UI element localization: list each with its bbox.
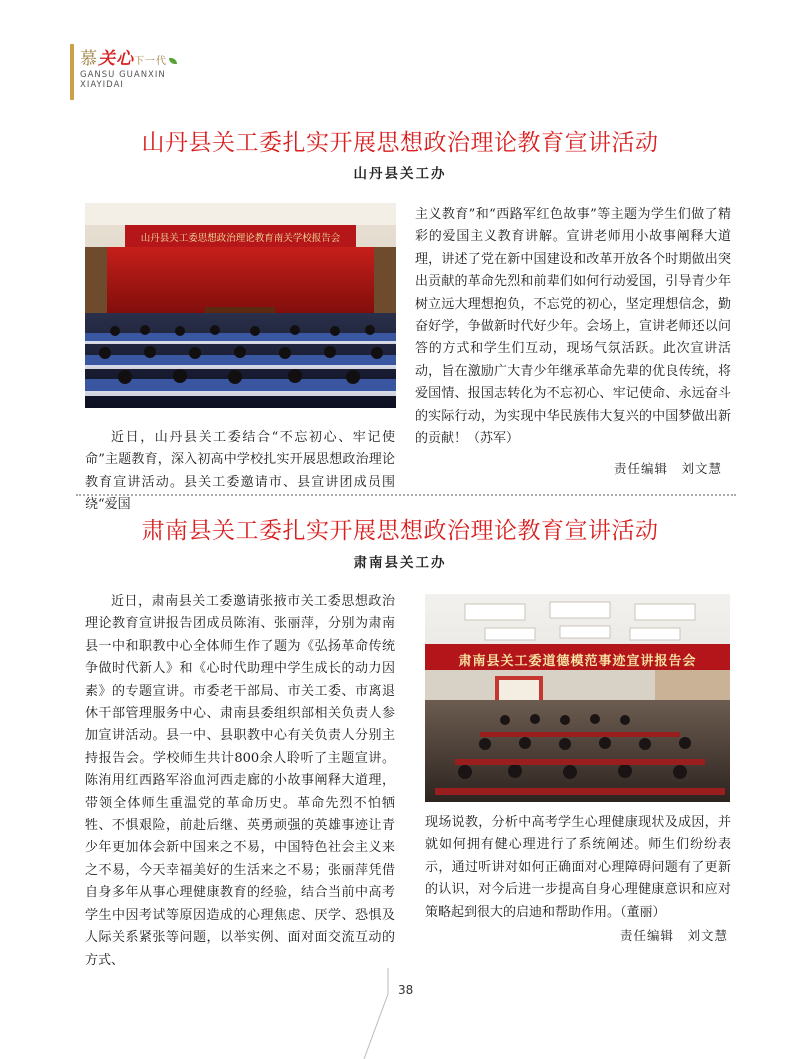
article2-left-text: 近日，肃南县关工委邀请张掖市关工委思想政治理论教育宣讲报告团成员陈洧、张丽萍，分别为肃南县一中和职教中心全体师生作了题为《弘扬革命传统 争做时代新人》和《心时代助理中学生成长的动力因素》的专题宣讲。市委老干部局、市关工委、市离退休干部管理服务中心、肃南县委组织部相关负责人参加宣讲活动。县一中、县职教中心有关负责人分别主持报告会。学校师生共计800余人聆听了主题宣讲。陈洧用红西路军浴血河西走廊的小故事阐释大道理，带领全体师生重温党的革命历史。革命先烈不怕牺牲、不惧艰险，前赴后继、英勇顽强的英雄事迹让青少年更加体会新中国来之不易，中国特色社会主义来之不易，今天幸福美好的生活来之不易；张丽萍凭借自身多年从事心理健康教育的经验，结合当前中高考学生中因考试等原因造成的心理焦虑、厌学、恐惧及人际关系紧张等问题，以举实例、面对面交流互动的方式、 [85, 594, 395, 968]
logo-bar [70, 44, 74, 100]
article-divider [76, 494, 736, 496]
folio-decoration [360, 968, 400, 1059]
article1-right-text: 主义教育”和“西路军红色故事”等主题为学生们做了精彩的爱国主义教育讲解。宣讲老师用小故事阐释大道理，讲述了党在新中国建设和改革开放各个时期做出突出贡献的革命先烈和前辈们如何行动爱国，引导青少年树立远大理想抱负，不忘党的初心，坚定理想信念，勤奋好学，争做新时代好少年。会场上，宣讲老师还以问答的方式和学生们互动，现场气氛活跃。此次宣讲活动，旨在激励广大青少年继承革命先辈的优良传统，将爱国情、报国志转化为不忘初心、牢记使命、永远奋斗的实际行动，为实现中华民族伟大复兴的中国梦做出新的贡献！（苏军） [415, 207, 731, 447]
leaf-icon [169, 58, 177, 64]
article2-title: 肃南县关工委扎实开展思想政治理论教育宣讲活动 [141, 518, 659, 544]
logo-title: 慕关心下一代 [80, 44, 177, 69]
article1-left-text: 近日，山丹县关工委结合“不忘初心、牢记使命”主题教育，深入初高中学校扎实开展思想政治理论教育宣讲活动。县关工委邀请市、县宣讲团成员围绕“爱国 [85, 430, 395, 513]
article2-photo [425, 594, 730, 802]
article1-byline: 山丹县关工办 [353, 166, 447, 182]
article2-editor: 责任编辑 刘文慧 [620, 928, 729, 943]
article1-photo-banner: 山丹县关工委思想政治理论教育南关学校报告会 [140, 233, 341, 244]
logo-english: GANSU GUANXIN XIAYIDAI [80, 70, 166, 90]
article2-byline: 肃南县关工办 [353, 555, 447, 571]
magazine-logo [70, 44, 200, 106]
article2-photo-banner: 肃南县关工委道德模范事迹宣讲报告会 [458, 654, 697, 669]
page-number: 38 [398, 983, 414, 997]
article1-title: 山丹县关工委扎实开展思想政治理论教育宣讲活动 [141, 130, 659, 156]
article1-editor: 责任编辑 刘文慧 [614, 461, 723, 476]
article1-photo [85, 203, 396, 408]
article2-right-text: 现场说教，分析中高考学生心理健康现状及成因，并就如何拥有健心理进行了系统阐述。师生们纷纷表示，通过听讲对如何正确面对心理障碍问题有了更新的认识，对今后进一步提高自身心理健康意识和应对策略起到很大的启迪和帮助作用。（董丽） [425, 815, 731, 920]
